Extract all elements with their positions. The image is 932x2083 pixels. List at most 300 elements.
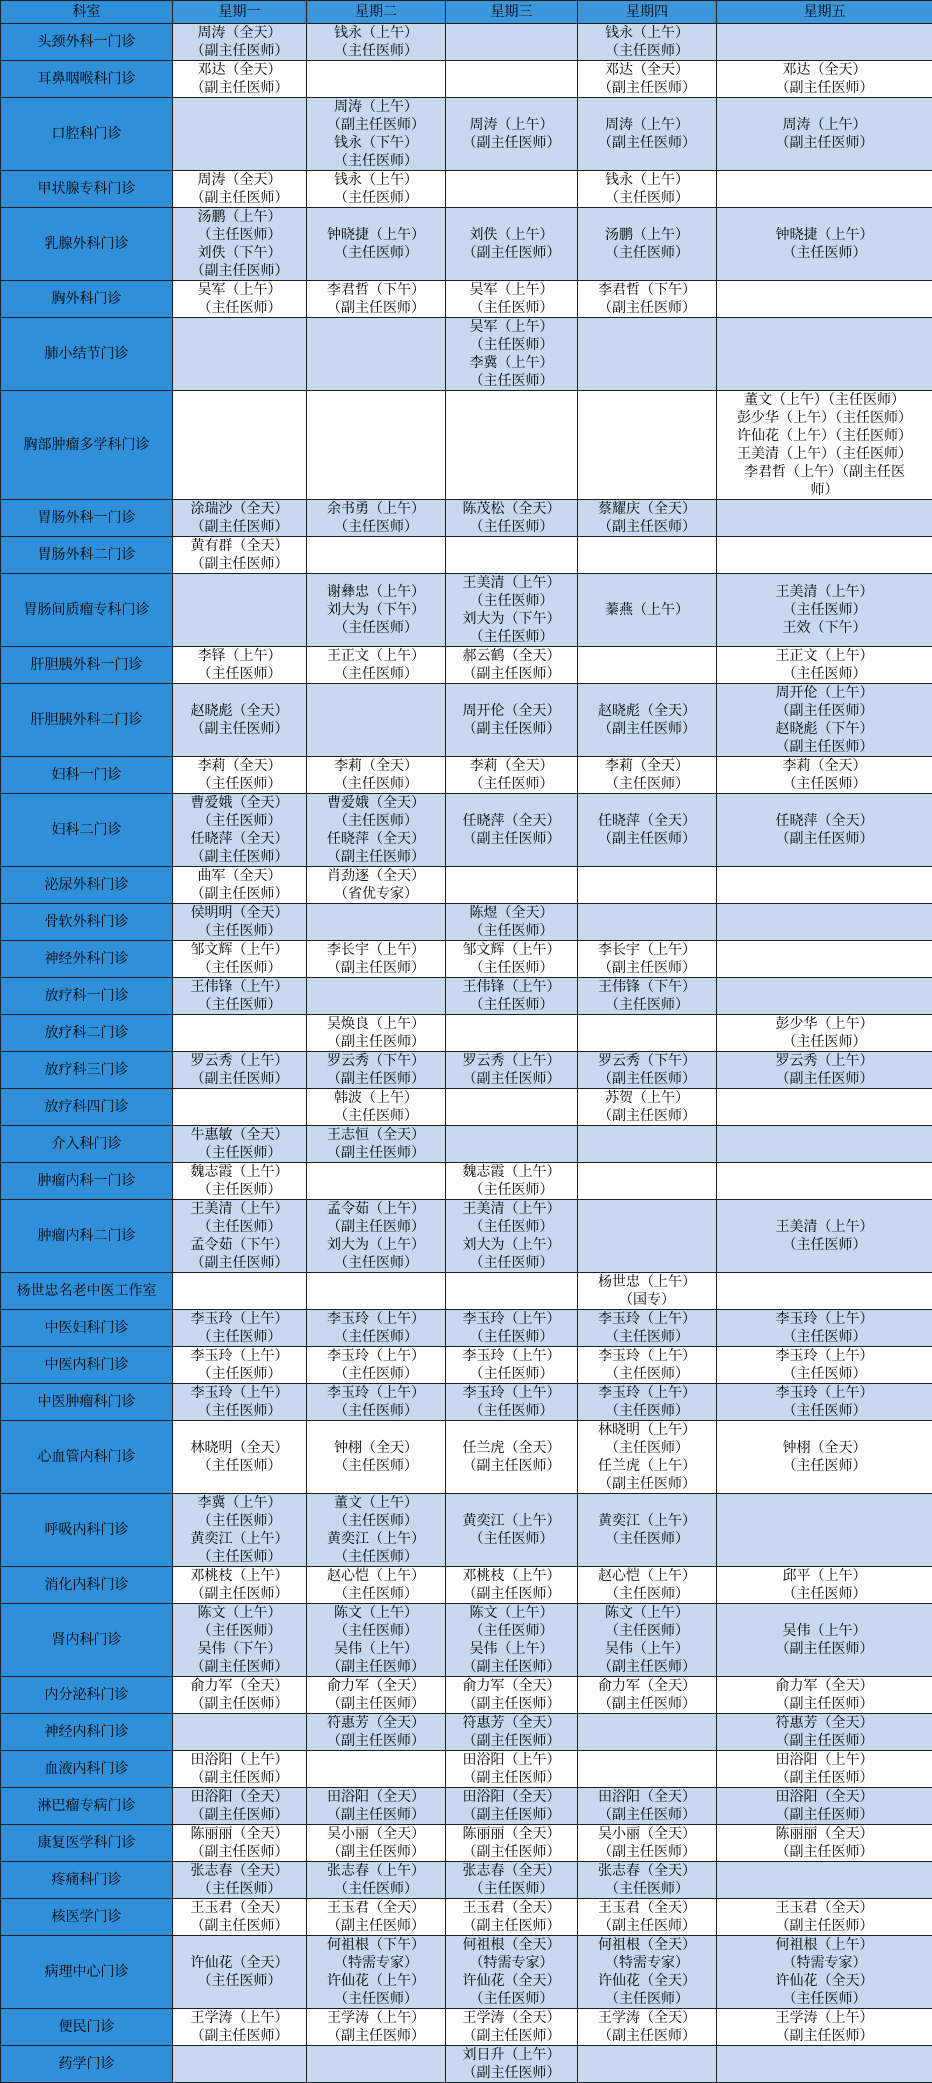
schedule-cell-friday: 符惠芳（全天） （副主任医师）	[717, 1714, 932, 1751]
schedule-cell-friday	[717, 867, 932, 904]
department-cell: 放疗科三门诊	[1, 1052, 173, 1089]
schedule-cell-thursday	[578, 1015, 717, 1052]
schedule-cell-tuesday: 王学涛（上午） （副主任医师）	[307, 2009, 446, 2046]
schedule-cell-wednesday: 田浴阳（上午） （副主任医师）	[446, 1751, 578, 1788]
schedule-cell-tuesday: 李君哲（下午） （副主任医师）	[307, 281, 446, 318]
schedule-cell-thursday: 邓达（全天） （副主任医师）	[578, 61, 717, 98]
schedule-cell-monday: 魏志霞（上午） （主任医师）	[173, 1163, 307, 1200]
schedule-cell-thursday: 俞力军（全天） （副主任医师）	[578, 1677, 717, 1714]
schedule-cell-thursday	[578, 1714, 717, 1751]
schedule-cell-wednesday: 俞力军（全天） （副主任医师）	[446, 1677, 578, 1714]
schedule-cell-friday: 邓达（全天） （副主任医师）	[717, 61, 932, 98]
schedule-cell-wednesday	[446, 24, 578, 61]
schedule-cell-friday: 李玉玲（上午） （主任医师）	[717, 1384, 932, 1421]
schedule-cell-monday: 吴军（上午） （主任医师）	[173, 281, 307, 318]
schedule-cell-wednesday: 周涛（上午） （副主任医师）	[446, 98, 578, 171]
schedule-cell-tuesday: 钱永（上午） （主任医师）	[307, 24, 446, 61]
schedule-cell-tuesday: 钟栩（全天） （主任医师）	[307, 1421, 446, 1494]
schedule-cell-tuesday: 符惠芳（全天） （副主任医师）	[307, 1714, 446, 1751]
header-thursday: 星期四	[578, 1, 717, 24]
schedule-cell-monday	[173, 2046, 307, 2083]
department-cell: 耳鼻咽喉科门诊	[1, 61, 173, 98]
department-cell: 肝胆胰外科二门诊	[1, 684, 173, 757]
schedule-cell-thursday: 田浴阳（全天） （副主任医师）	[578, 1788, 717, 1825]
department-cell: 神经内科门诊	[1, 1714, 173, 1751]
schedule-cell-thursday: 苏贺（上午） （副主任医师）	[578, 1089, 717, 1126]
schedule-cell-tuesday: 王玉君（全天） （副主任医师）	[307, 1899, 446, 1936]
schedule-cell-wednesday	[446, 1126, 578, 1163]
schedule-cell-wednesday: 邹文辉（上午） （主任医师）	[446, 941, 578, 978]
schedule-cell-thursday	[578, 391, 717, 500]
schedule-header	[1, 1, 932, 24]
department-cell: 肾内科门诊	[1, 1604, 173, 1677]
schedule-cell-monday: 林晓明（全天） （主任医师）	[173, 1421, 307, 1494]
schedule-cell-tuesday	[307, 61, 446, 98]
schedule-cell-monday: 李铎（上午） （主任医师）	[173, 647, 307, 684]
schedule-cell-friday	[717, 318, 932, 391]
table-row	[1, 1126, 932, 1163]
schedule-cell-thursday: 李玉玲（上午） （主任医师）	[578, 1347, 717, 1384]
schedule-cell-tuesday: 钟晓捷（上午） （主任医师）	[307, 208, 446, 281]
table-row	[1, 647, 932, 684]
schedule-cell-friday	[717, 281, 932, 318]
table-row	[1, 1347, 932, 1384]
schedule-cell-wednesday: 王美清（上午） （主任医师） 刘大为（上午） （主任医师）	[446, 1200, 578, 1273]
schedule-cell-tuesday: 余书勇（上午） （主任医师）	[307, 500, 446, 537]
schedule-cell-monday: 王伟锋（上午） （主任医师）	[173, 978, 307, 1015]
table-row	[1, 1163, 932, 1200]
schedule-cell-friday: 周涛（上午） （副主任医师）	[717, 98, 932, 171]
schedule-cell-monday	[173, 318, 307, 391]
table-row	[1, 1015, 932, 1052]
schedule-cell-tuesday: 董文（上午） （主任医师） 黄奕江（上午） （主任医师）	[307, 1494, 446, 1567]
schedule-cell-monday: 李玉玲（上午） （主任医师）	[173, 1347, 307, 1384]
department-cell: 口腔科门诊	[1, 98, 173, 171]
schedule-cell-friday	[717, 1494, 932, 1567]
schedule-cell-wednesday: 周开伦（全天） （副主任医师）	[446, 684, 578, 757]
schedule-cell-friday	[717, 941, 932, 978]
schedule-cell-wednesday: 邓桃枝（上午） （副主任医师）	[446, 1567, 578, 1604]
department-cell: 内分泌科门诊	[1, 1677, 173, 1714]
schedule-cell-thursday: 钱永（上午） （主任医师）	[578, 171, 717, 208]
schedule-cell-monday: 汤鹏（上午） （主任医师） 刘佚（下午） （副主任医师）	[173, 208, 307, 281]
table-row	[1, 757, 932, 794]
schedule-cell-wednesday: 李玉玲（上午） （主任医师）	[446, 1310, 578, 1347]
table-row	[1, 574, 932, 647]
department-cell: 肿瘤内科一门诊	[1, 1163, 173, 1200]
schedule-cell-tuesday	[307, 537, 446, 574]
schedule-cell-tuesday: 孟令茹（上午） （副主任医师） 刘大为（上午） （主任医师）	[307, 1200, 446, 1273]
department-cell: 杨世忠名老中医工作室	[1, 1273, 173, 1310]
department-cell: 胃肠间质瘤专科门诊	[1, 574, 173, 647]
header-tuesday: 星期二	[307, 1, 446, 24]
table-row	[1, 1421, 932, 1494]
schedule-cell-thursday	[578, 904, 717, 941]
department-cell: 中医妇科门诊	[1, 1310, 173, 1347]
schedule-cell-tuesday	[307, 978, 446, 1015]
department-cell: 胸外科门诊	[1, 281, 173, 318]
schedule-cell-tuesday: 周涛（上午） （副主任医师） 钱永（下午） （主任医师）	[307, 98, 446, 171]
schedule-cell-friday	[717, 24, 932, 61]
department-cell: 甲状腺专科门诊	[1, 171, 173, 208]
schedule-cell-friday: 王美清（上午） （主任医师） 王效（下午）	[717, 574, 932, 647]
schedule-cell-thursday	[578, 537, 717, 574]
schedule-cell-thursday	[578, 1163, 717, 1200]
schedule-cell-friday	[717, 1089, 932, 1126]
department-cell: 中医内科门诊	[1, 1347, 173, 1384]
schedule-cell-monday: 李玉玲（上午） （主任医师）	[173, 1310, 307, 1347]
department-cell: 胃肠外科一门诊	[1, 500, 173, 537]
table-row	[1, 24, 932, 61]
header-friday: 星期五	[717, 1, 932, 24]
schedule-cell-tuesday: 李玉玲（上午） （主任医师）	[307, 1347, 446, 1384]
schedule-cell-tuesday: 何祖根（下午） （特需专家） 许仙花（上午） （主任医师）	[307, 1936, 446, 2009]
schedule-cell-friday	[717, 1163, 932, 1200]
schedule-cell-wednesday: 李玉玲（上午） （主任医师）	[446, 1347, 578, 1384]
schedule-cell-friday: 王学涛（上午） （副主任医师）	[717, 2009, 932, 2046]
table-row	[1, 904, 932, 941]
table-row	[1, 1714, 932, 1751]
schedule-cell-tuesday: 谢彝忠（上午） 刘大为（下午） （主任医师）	[307, 574, 446, 647]
schedule-cell-wednesday: 陈丽丽（全天） （副主任医师）	[446, 1825, 578, 1862]
schedule-cell-wednesday: 任晓萍（全天） （副主任医师）	[446, 794, 578, 867]
schedule-cell-wednesday: 吴军（上午） （主任医师）	[446, 281, 578, 318]
department-cell: 放疗科四门诊	[1, 1089, 173, 1126]
table-row	[1, 1825, 932, 1862]
schedule-cell-monday: 邓桃枝（上午） （副主任医师）	[173, 1567, 307, 1604]
schedule-cell-thursday: 李君哲（下午） （副主任医师）	[578, 281, 717, 318]
schedule-cell-monday: 王玉君（全天） （副主任医师）	[173, 1899, 307, 1936]
schedule-cell-friday: 陈丽丽（全天） （副主任医师）	[717, 1825, 932, 1862]
schedule-cell-monday: 田浴阳（上午） （副主任医师）	[173, 1751, 307, 1788]
schedule-cell-tuesday: 王志恒（全天） （副主任医师）	[307, 1126, 446, 1163]
schedule-cell-friday	[717, 171, 932, 208]
schedule-cell-tuesday: 陈文（上午） （主任医师） 吴伟（上午） （副主任医师）	[307, 1604, 446, 1677]
schedule-cell-wednesday: 符惠芳（全天） （副主任医师）	[446, 1714, 578, 1751]
department-cell: 肝胆胰外科一门诊	[1, 647, 173, 684]
schedule-cell-tuesday	[307, 391, 446, 500]
schedule-cell-monday: 陈文（上午） （主任医师） 吴伟（下午） （副主任医师）	[173, 1604, 307, 1677]
table-row	[1, 208, 932, 281]
schedule-cell-tuesday	[307, 1163, 446, 1200]
table-row	[1, 684, 932, 757]
schedule-cell-wednesday: 郝云鹤（全天） （副主任医师）	[446, 647, 578, 684]
schedule-cell-thursday: 何祖根（全天） （特需专家） 许仙花（全天） （主任医师）	[578, 1936, 717, 2009]
schedule-cell-wednesday	[446, 61, 578, 98]
header-row	[1, 1, 932, 24]
schedule-cell-wednesday: 刘佚（上午） （副主任医师）	[446, 208, 578, 281]
department-cell: 疼痛科门诊	[1, 1862, 173, 1899]
schedule-cell-tuesday	[307, 1751, 446, 1788]
schedule-cell-friday	[717, 904, 932, 941]
schedule-cell-tuesday: 李长宇（上午） （副主任医师）	[307, 941, 446, 978]
schedule-cell-thursday: 钱永（上午） （主任医师）	[578, 24, 717, 61]
schedule-body	[1, 24, 932, 2083]
schedule-cell-monday: 曲军（全天） （副主任医师）	[173, 867, 307, 904]
table-row	[1, 1604, 932, 1677]
schedule-cell-monday	[173, 1273, 307, 1310]
schedule-cell-tuesday	[307, 904, 446, 941]
schedule-cell-thursday: 李玉玲（上午） （主任医师）	[578, 1310, 717, 1347]
table-row	[1, 537, 932, 574]
department-cell: 血液内科门诊	[1, 1751, 173, 1788]
schedule-cell-tuesday: 田浴阳（全天） （副主任医师）	[307, 1788, 446, 1825]
schedule-cell-friday: 田浴阳（全天） （副主任医师）	[717, 1788, 932, 1825]
schedule-cell-tuesday: 韩波（上午） （主任医师）	[307, 1089, 446, 1126]
schedule-cell-monday	[173, 574, 307, 647]
department-cell: 妇科二门诊	[1, 794, 173, 867]
table-row	[1, 318, 932, 391]
schedule-cell-wednesday: 王学涛（全天） （副主任医师）	[446, 2009, 578, 2046]
schedule-cell-monday: 李莉（全天） （主任医师）	[173, 757, 307, 794]
schedule-cell-monday: 许仙花（全天） （主任医师）	[173, 1936, 307, 2009]
schedule-cell-wednesday: 任兰虎（全天） （副主任医师）	[446, 1421, 578, 1494]
schedule-cell-friday: 王正文（上午） （主任医师）	[717, 647, 932, 684]
schedule-cell-wednesday	[446, 391, 578, 500]
schedule-cell-thursday: 罗云秀（下午） （副主任医师）	[578, 1052, 717, 1089]
schedule-cell-thursday: 王玉君（全天） （副主任医师）	[578, 1899, 717, 1936]
schedule-cell-thursday	[578, 867, 717, 904]
department-cell: 便民门诊	[1, 2009, 173, 2046]
schedule-cell-tuesday: 俞力军（全天） （副主任医师）	[307, 1677, 446, 1714]
schedule-cell-monday: 邹文辉（上午） （主任医师）	[173, 941, 307, 978]
schedule-cell-wednesday	[446, 1273, 578, 1310]
schedule-cell-friday: 何祖根（上午） （特需专家） 许仙花（全天） （主任医师）	[717, 1936, 932, 2009]
schedule-cell-monday: 俞力军（全天） （副主任医师）	[173, 1677, 307, 1714]
department-cell: 中医肿瘤科门诊	[1, 1384, 173, 1421]
schedule-cell-thursday: 赵晓彪（全天） （副主任医师）	[578, 684, 717, 757]
schedule-cell-friday: 周开伦（上午） （副主任医师） 赵晓彪（下午） （副主任医师）	[717, 684, 932, 757]
schedule-cell-monday: 涂瑞沙（全天） （副主任医师）	[173, 500, 307, 537]
table-row	[1, 1862, 932, 1899]
schedule-cell-thursday: 蔡耀庆（全天） （副主任医师）	[578, 500, 717, 537]
table-row	[1, 391, 932, 500]
schedule-cell-friday: 彭少华（上午） （主任医师）	[717, 1015, 932, 1052]
schedule-cell-friday: 李莉（全天） （主任医师）	[717, 757, 932, 794]
schedule-cell-monday: 王美清（上午） （主任医师） 孟令茹（下午） （副主任医师）	[173, 1200, 307, 1273]
schedule-cell-friday: 田浴阳（上午） （副主任医师）	[717, 1751, 932, 1788]
schedule-cell-thursday: 李玉玲（上午） （主任医师）	[578, 1384, 717, 1421]
schedule-cell-thursday: 张志春（全天） （主任医师）	[578, 1862, 717, 1899]
schedule-cell-monday: 李玉玲（上午） （主任医师）	[173, 1384, 307, 1421]
table-row	[1, 1310, 932, 1347]
department-cell: 肺小结节门诊	[1, 318, 173, 391]
table-row	[1, 500, 932, 537]
schedule-cell-wednesday: 吴军（上午） （主任医师） 李冀（上午） （主任医师）	[446, 318, 578, 391]
schedule-cell-friday: 邱平（上午） （主任医师）	[717, 1567, 932, 1604]
schedule-cell-friday: 钟晓捷（上午） （主任医师）	[717, 208, 932, 281]
schedule-cell-wednesday: 何祖根（全天） （特需专家） 许仙花（全天） （主任医师）	[446, 1936, 578, 2009]
department-cell: 病理中心门诊	[1, 1936, 173, 2009]
table-row	[1, 978, 932, 1015]
schedule-cell-thursday: 林晓明（上午） （主任医师） 任兰虎（上午） （副主任医师）	[578, 1421, 717, 1494]
schedule-cell-monday: 周涛（全天） （副主任医师）	[173, 171, 307, 208]
table-row	[1, 794, 932, 867]
schedule-cell-thursday: 吴小丽（全天） （副主任医师）	[578, 1825, 717, 1862]
schedule-cell-thursday: 王学涛（全天） （副主任医师）	[578, 2009, 717, 2046]
department-cell: 药学门诊	[1, 2046, 173, 2083]
schedule-cell-monday: 张志春（全天） （主任医师）	[173, 1862, 307, 1899]
schedule-cell-thursday	[578, 1751, 717, 1788]
header-wednesday: 星期三	[446, 1, 578, 24]
schedule-cell-monday: 陈丽丽（全天） （副主任医师）	[173, 1825, 307, 1862]
department-cell: 心血管内科门诊	[1, 1421, 173, 1494]
table-row	[1, 1384, 932, 1421]
schedule-cell-wednesday: 王伟锋（上午） （主任医师）	[446, 978, 578, 1015]
schedule-cell-friday: 钟栩（全天） （主任医师）	[717, 1421, 932, 1494]
schedule-cell-wednesday: 黄奕江（上午） （主任医师）	[446, 1494, 578, 1567]
table-row	[1, 1494, 932, 1567]
schedule-cell-tuesday: 王正文（上午） （主任医师）	[307, 647, 446, 684]
schedule-cell-friday	[717, 537, 932, 574]
schedule-cell-wednesday	[446, 537, 578, 574]
schedule-cell-friday	[717, 2046, 932, 2083]
department-cell: 康复医学科门诊	[1, 1825, 173, 1862]
table-row	[1, 98, 932, 171]
schedule-cell-friday: 任晓萍（全天） （副主任医师）	[717, 794, 932, 867]
schedule-cell-tuesday	[307, 1273, 446, 1310]
table-row	[1, 867, 932, 904]
schedule-cell-monday: 罗云秀（上午） （副主任医师）	[173, 1052, 307, 1089]
schedule-cell-tuesday: 钱永（上午） （主任医师）	[307, 171, 446, 208]
schedule-cell-tuesday: 赵心恺（上午） （主任医师）	[307, 1567, 446, 1604]
schedule-cell-thursday: 任晓萍（全天） （副主任医师）	[578, 794, 717, 867]
schedule-cell-wednesday: 李莉（全天） （主任医师）	[446, 757, 578, 794]
department-cell: 介入科门诊	[1, 1126, 173, 1163]
schedule-cell-friday	[717, 1126, 932, 1163]
schedule-cell-tuesday	[307, 318, 446, 391]
table-row	[1, 1273, 932, 1310]
schedule-cell-wednesday: 刘日升（上午） （副主任医师）	[446, 2046, 578, 2083]
schedule-cell-monday: 赵晓彪（全天） （副主任医师）	[173, 684, 307, 757]
schedule-cell-friday: 董文（上午）（主任医师） 彭少华（上午）（主任医师） 许仙花（上午）（主任医师） 王美清（上午）（主任医师） 李君哲（上午）（副主任医 师）	[717, 391, 932, 500]
schedule-cell-thursday	[578, 647, 717, 684]
schedule-cell-friday	[717, 500, 932, 537]
department-cell: 放疗科一门诊	[1, 978, 173, 1015]
schedule-cell-tuesday: 李玉玲（上午） （主任医师）	[307, 1310, 446, 1347]
schedule-cell-tuesday: 肖劲逐（全天） （省优专家）	[307, 867, 446, 904]
schedule-cell-wednesday: 陈文（上午） （主任医师） 吴伟（上午） （副主任医师）	[446, 1604, 578, 1677]
schedule-cell-wednesday: 魏志霞（上午） （主任医师）	[446, 1163, 578, 1200]
schedule-cell-monday	[173, 1089, 307, 1126]
schedule-cell-wednesday	[446, 171, 578, 208]
schedule-cell-tuesday: 曹爱娥（全天） （主任医师） 任晓萍（全天） （副主任医师）	[307, 794, 446, 867]
table-row	[1, 2009, 932, 2046]
table-row	[1, 1200, 932, 1273]
schedule-cell-tuesday: 张志春（上午） （主任医师）	[307, 1862, 446, 1899]
table-row	[1, 1567, 932, 1604]
table-row	[1, 1089, 932, 1126]
schedule-cell-thursday	[578, 1200, 717, 1273]
schedule-cell-monday: 侯明明（全天） （主任医师）	[173, 904, 307, 941]
department-cell: 胸部肿瘤多学科门诊	[1, 391, 173, 500]
schedule-cell-wednesday: 王美清（上午） （主任医师） 刘大为（下午） （主任医师）	[446, 574, 578, 647]
schedule-cell-wednesday	[446, 1015, 578, 1052]
department-cell: 乳腺外科门诊	[1, 208, 173, 281]
department-cell: 消化内科门诊	[1, 1567, 173, 1604]
schedule-cell-tuesday: 吴小丽（全天） （副主任医师）	[307, 1825, 446, 1862]
schedule-cell-friday: 王玉君（全天） （副主任医师）	[717, 1899, 932, 1936]
table-row	[1, 1788, 932, 1825]
table-row	[1, 171, 932, 208]
header-monday: 星期一	[173, 1, 307, 24]
schedule-cell-thursday: 赵心恺（上午） （主任医师）	[578, 1567, 717, 1604]
schedule-cell-tuesday: 李玉玲（上午） （主任医师）	[307, 1384, 446, 1421]
schedule-cell-wednesday: 王玉君（全天） （副主任医师）	[446, 1899, 578, 1936]
department-cell: 肿瘤内科二门诊	[1, 1200, 173, 1273]
schedule-cell-wednesday	[446, 867, 578, 904]
schedule-cell-monday: 邓达（全天） （副主任医师）	[173, 61, 307, 98]
schedule-cell-friday	[717, 978, 932, 1015]
schedule-cell-tuesday: 吴焕良（上午） （副主任医师）	[307, 1015, 446, 1052]
schedule-cell-thursday	[578, 318, 717, 391]
schedule-cell-tuesday: 罗云秀（下午） （副主任医师）	[307, 1052, 446, 1089]
schedule-cell-monday: 王学涛（上午） （副主任医师）	[173, 2009, 307, 2046]
schedule-cell-thursday: 杨世忠（上午） （国专）	[578, 1273, 717, 1310]
schedule-cell-monday	[173, 1015, 307, 1052]
schedule-cell-thursday: 蓁燕（上午）	[578, 574, 717, 647]
table-row	[1, 1052, 932, 1089]
schedule-cell-thursday: 李莉（全天） （主任医师）	[578, 757, 717, 794]
schedule-cell-thursday: 陈文（上午） （主任医师） 吴伟（上午） （副主任医师）	[578, 1604, 717, 1677]
schedule-cell-friday: 李玉玲（上午） （主任医师）	[717, 1310, 932, 1347]
schedule-cell-wednesday: 陈茂松（全天） （主任医师）	[446, 500, 578, 537]
schedule-cell-wednesday: 张志春（全天） （主任医师）	[446, 1862, 578, 1899]
schedule-cell-tuesday: 李莉（全天） （主任医师）	[307, 757, 446, 794]
department-cell: 核医学门诊	[1, 1899, 173, 1936]
table-row	[1, 1677, 932, 1714]
table-row	[1, 281, 932, 318]
schedule-cell-wednesday: 李玉玲（上午） （主任医师）	[446, 1384, 578, 1421]
table-row	[1, 2046, 932, 2083]
department-cell: 头颈外科一门诊	[1, 24, 173, 61]
schedule-cell-wednesday: 罗云秀（上午） （副主任医师）	[446, 1052, 578, 1089]
schedule-cell-thursday	[578, 2046, 717, 2083]
department-cell: 骨软外科门诊	[1, 904, 173, 941]
schedule-cell-thursday: 李长宇（上午） （副主任医师）	[578, 941, 717, 978]
department-cell: 妇科一门诊	[1, 757, 173, 794]
schedule-cell-monday: 黄有群（全天） （副主任医师）	[173, 537, 307, 574]
schedule-cell-tuesday	[307, 2046, 446, 2083]
department-cell: 呼吸内科门诊	[1, 1494, 173, 1567]
department-cell: 放疗科二门诊	[1, 1015, 173, 1052]
schedule-cell-monday: 曹爱娥（全天） （主任医师） 任晓萍（全天） （副主任医师）	[173, 794, 307, 867]
schedule-cell-thursday: 汤鹏（上午） （主任医师）	[578, 208, 717, 281]
schedule-cell-friday: 吴伟（上午） （副主任医师）	[717, 1604, 932, 1677]
schedule-cell-thursday: 周涛（上午） （副主任医师）	[578, 98, 717, 171]
schedule-cell-thursday: 王伟锋（下午） （主任医师）	[578, 978, 717, 1015]
schedule-cell-thursday: 黄奕江（上午） （主任医师）	[578, 1494, 717, 1567]
schedule-cell-thursday	[578, 1126, 717, 1163]
schedule-cell-friday: 罗云秀（上午） （副主任医师）	[717, 1052, 932, 1089]
schedule-cell-friday	[717, 1273, 932, 1310]
department-cell: 神经外科门诊	[1, 941, 173, 978]
schedule-cell-monday: 田浴阳（全天） （副主任医师）	[173, 1788, 307, 1825]
schedule-cell-friday	[717, 1862, 932, 1899]
schedule-cell-wednesday: 陈煜（全天） （主任医师）	[446, 904, 578, 941]
department-cell: 淋巴瘤专病门诊	[1, 1788, 173, 1825]
schedule-cell-friday: 俞力军（全天） （副主任医师）	[717, 1677, 932, 1714]
schedule-cell-monday: 周涛（全天） （副主任医师）	[173, 24, 307, 61]
schedule-cell-friday: 李玉玲（上午） （主任医师）	[717, 1347, 932, 1384]
table-row	[1, 61, 932, 98]
table-row	[1, 1899, 932, 1936]
schedule-cell-wednesday	[446, 1089, 578, 1126]
department-cell: 泌尿外科门诊	[1, 867, 173, 904]
department-cell: 胃肠外科二门诊	[1, 537, 173, 574]
schedule-cell-wednesday: 田浴阳（全天） （副主任医师）	[446, 1788, 578, 1825]
schedule-cell-tuesday	[307, 684, 446, 757]
